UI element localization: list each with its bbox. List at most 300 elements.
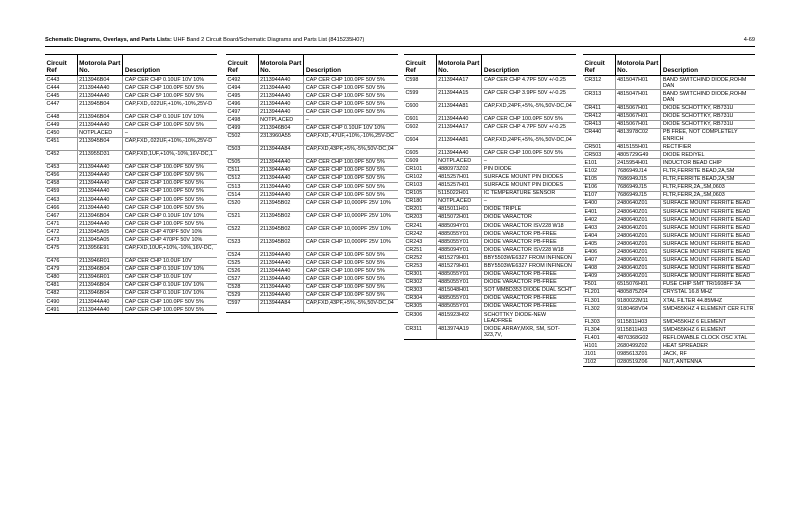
cell-part-number: 4885055Y01 [436,230,482,238]
cell-circuit-ref: E404 [583,232,615,240]
cell-description: CAP CER CHP 100.0PF 50V 5% [304,92,398,100]
table-row [583,334,755,342]
cell-description: – [304,116,398,124]
cell-description: – [482,197,576,205]
cell-circuit-ref: C522 [226,225,258,238]
cell-part-number: 2113944A40 [258,259,304,267]
cell-part-number: 2113944A40 [258,267,304,275]
table-row [404,254,576,262]
cell-part-number: 2113944A17 [436,123,482,136]
cell-circuit-ref: E405 [583,240,615,248]
cell-part-number: 2113944A40 [258,100,304,108]
cell-circuit-ref: E106 [583,183,615,191]
cell-description: PIN DIODE [482,165,576,173]
cell-description: CAP CER CHP 100.0PF 50V 5% [304,108,398,116]
cell-description: RECTIFIER [661,143,755,151]
cell-part-number: 4815048H01 [436,286,482,294]
table-row [404,165,576,173]
cell-circuit-ref: CR301 [404,270,436,278]
cell-part-number: 4815047H01 [615,76,661,90]
cell-description: XTAL FILTER 44.85MHZ [661,296,755,304]
cell-circuit-ref: C604 [404,136,436,149]
table-row [45,265,217,273]
section-title: Schematic Diagrams, Overlays, and Parts Lists: [45,37,172,43]
table-row [583,326,755,334]
cell-circuit-ref: CR304 [404,294,436,302]
cell-description: CAP CER CHP 100.0PF 50V 5% [123,92,217,100]
cell-description: CAP,FXD,10UF,+10%,-10%,16V-DC, [123,244,217,257]
table-row [45,179,217,187]
cell-description: – [123,129,217,137]
page-number: 4-69 [743,37,755,43]
cell-part-number: 4815067H01 [615,120,661,128]
cell-part-number: 4885055Y01 [436,278,482,286]
cell-description: CAP,FXD,.47UF,+10%,-10%,25V-DC [304,132,398,145]
cell-circuit-ref: FL201 [583,288,615,296]
cell-circuit-ref: C502 [226,132,258,145]
cell-description: CAP CER CHP 0.10UF 10V 10% [123,113,217,121]
cell-circuit-ref: C601 [404,115,436,123]
cell-circuit-ref: J101 [583,350,615,358]
cell-part-number: 2480640Z01 [615,232,661,240]
cell-description: SMD455KHZ 6 ELEMENT [661,318,755,326]
cell-circuit-ref: C453 [45,163,77,171]
table-row [45,187,217,195]
cell-part-number: 2113944A15 [436,89,482,102]
cell-description: DIODE VARACTOR PB-FREE [482,270,576,278]
table-row [45,289,217,297]
cell-part-number: 2480640Z01 [615,199,661,207]
cell-circuit-ref: C597 [226,299,258,312]
cell-part-number: 2113946B04 [77,76,123,84]
cell-description: CAP,FXD,.022UF,+10%,-10%,25V-D [123,137,217,150]
cell-part-number: 2113946B04 [77,212,123,220]
cell-description: CAP CER CHP 100.0PF 50V 5% [304,76,398,84]
cell-part-number: 4870368G02 [615,334,661,342]
cell-circuit-ref: C513 [226,182,258,190]
cell-part-number: 2113944A40 [77,84,123,92]
cell-circuit-ref: E406 [583,248,615,256]
col-header-ref: Circuit Ref [404,55,436,76]
cell-circuit-ref: E402 [583,216,615,224]
table-row [226,199,398,212]
cell-part-number: 2113944A40 [77,121,123,129]
parts-column-4 [583,54,755,367]
cell-description: CAP CER CHP 100.0PF 50V 5% [304,283,398,291]
table-row [226,116,398,124]
cell-circuit-ref: FL301 [583,296,615,304]
cell-part-number: 2113945B02 [258,238,304,251]
cell-circuit-ref: CR413 [583,120,615,128]
table-row [226,238,398,251]
cell-part-number: 2480640Z01 [615,240,661,248]
cell-circuit-ref: F501 [583,280,615,288]
table-row [583,224,755,232]
cell-description: CAP CER CHP 100.0PF 50V 5% [304,267,398,275]
cell-circuit-ref: C451 [45,137,77,150]
cell-part-number: NOTPLACED [436,197,482,205]
cell-circuit-ref: CR311 [404,325,436,339]
cell-circuit-ref: CR201 [404,205,436,213]
cell-description: BAND SWITCHIND DIODE,ROHM DAN [661,76,755,90]
cell-part-number: 2480640Z01 [615,272,661,280]
table-header-row [226,55,398,76]
cell-description: CAP,FXD,.022UF,+10%,-10%,25V-D [123,100,217,113]
cell-circuit-ref: CR102 [404,173,436,181]
cell-circuit-ref: J102 [583,358,615,366]
cell-description: REFLOWABLE CLOCK OSC XTAL [661,334,755,342]
cell-circuit-ref: C525 [226,259,258,267]
cell-description: CAP CER CHP 100.0PF 50V 5% [123,297,217,305]
cell-part-number: 4815155H01 [615,143,661,151]
table-row [45,113,217,121]
cell-description: FLTR,FERR,2A,,SM,0603 [661,191,755,199]
cell-description: SOT MMBD353 DIODE DUAL SCHT [482,286,576,294]
cell-part-number: 4885094Y01 [436,221,482,229]
table-row [583,199,755,207]
cell-circuit-ref: C443 [45,76,77,84]
col-header-ref: Circuit Ref [45,55,77,76]
cell-circuit-ref: CR243 [404,238,436,246]
cell-part-number: 2113944A40 [77,179,123,187]
table-row [45,244,217,257]
table-row [583,342,755,350]
table-row [583,264,755,272]
cell-circuit-ref: H101 [583,342,615,350]
cell-part-number: 2113944A40 [77,163,123,171]
table-row [583,272,755,280]
cell-circuit-ref: FL304 [583,326,615,334]
table-row [583,288,755,296]
cell-description: – [482,157,576,165]
table-row [404,136,576,149]
table-row [45,306,217,314]
cell-part-number: 4885055Y01 [436,294,482,302]
table-row [404,213,576,221]
cell-circuit-ref: CR305 [404,302,436,310]
table-row [45,236,217,244]
cell-description: CAP CER CHP 10.0UF 10V [123,273,217,281]
cell-description: CAP CER CHP 470PF 50V 10% [123,228,217,236]
cell-circuit-ref: CR440 [583,128,615,142]
cell-circuit-ref: C475 [45,244,77,257]
cell-circuit-ref: C471 [45,220,77,228]
table-row [404,149,576,157]
table-row [45,163,217,171]
table-row [583,216,755,224]
cell-description: CAP CER CHP 10,000PF 25V 10% [304,238,398,251]
cell-description: CAP CER CHP 100.0PF 50V 5% [123,195,217,203]
cell-part-number: 2113944A40 [77,195,123,203]
table-row [45,281,217,289]
table-row [583,175,755,183]
cell-circuit-ref: C448 [45,113,77,121]
cell-description: DIODE VARACTOR ISV228 W18 [482,221,576,229]
cell-circuit-ref: E107 [583,191,615,199]
cell-part-number: 2415954H01 [615,159,661,167]
table-row [583,358,755,366]
table-row [404,197,576,205]
cell-circuit-ref: CR313 [583,90,615,104]
table-row [404,302,576,310]
table-row [404,230,576,238]
table-row [45,84,217,92]
cell-description: FUSE CHIP SMT TR/1608FF 3A [661,280,755,288]
cell-circuit-ref: E105 [583,175,615,183]
cell-description: BBY5503WE6327 FROM INFINEON [482,262,576,270]
cell-part-number: 2113945B04 [77,137,123,150]
cell-circuit-ref: CR203 [404,213,436,221]
cell-description: CAP,FXD,43PF,+5%,-5%,50V-DC,04 [304,299,398,312]
cell-description: SURFACE MOUNT PIN DIODES [482,173,576,181]
cell-circuit-ref: C479 [45,265,77,273]
table-row [226,92,398,100]
table-row [583,240,755,248]
table-row [226,76,398,84]
cell-part-number: 2113944A40 [77,297,123,305]
cell-circuit-ref: CR411 [583,104,615,112]
cell-circuit-ref: CR105 [404,189,436,197]
cell-description: CAP CER CHP 100.0PF 50V 5% [123,179,217,187]
cell-circuit-ref: C526 [226,267,258,275]
cell-description: CAP CER CHP 470PF 50V 10% [123,236,217,244]
cell-part-number: 2480640Z01 [615,216,661,224]
cell-description: DIODE VARACTOR PB-FREE [482,294,576,302]
cell-circuit-ref: C444 [45,84,77,92]
cell-circuit-ref: C599 [404,89,436,102]
cell-description: DIODE VARACTOR [482,213,576,221]
cell-circuit-ref: C495 [226,92,258,100]
cell-description: CAP CER CHP 100.0PF 50V 5% [304,174,398,182]
table-row [45,92,217,100]
cell-circuit-ref: E408 [583,264,615,272]
cell-circuit-ref: C600 [404,102,436,115]
cell-circuit-ref: CR101 [404,165,436,173]
cell-description: CAP CER CHP 100.0PF 50V 5% [304,100,398,108]
table-row [583,191,755,199]
cell-circuit-ref: C494 [226,84,258,92]
cell-description: SURFACE MOUNT FERRITE BEAD [661,199,755,207]
cell-circuit-ref: CR501 [583,143,615,151]
cell-description: CAP CER CHP 100.0PF 50V 5% [304,166,398,174]
cell-description: SURFACE MOUNT FERRITE BEAD [661,232,755,240]
cell-circuit-ref: C505 [226,158,258,166]
cell-circuit-ref: C503 [226,145,258,158]
cell-description: CAP CER CHP 100.0PF 50V 5% [482,149,576,157]
cell-description: SURFACE MOUNT PIN DIODES [482,181,576,189]
cell-description: DIODE ARRAY,MXR, SM, SOT-323,7V, [482,325,576,339]
cell-description: CAP CER CHP 0.10UF 10V 10% [123,212,217,220]
cell-part-number: 2113944A40 [77,92,123,100]
cell-circuit-ref: C480 [45,273,77,281]
cell-description: PB FREE, NOT COMPLETELY ENRICH [661,128,755,142]
cell-part-number: 4815011H01 [436,205,482,213]
cell-description: CAP CER CHP 10.0UF 10V [123,257,217,265]
cell-part-number: 2113955D31 [77,150,123,163]
table-row [583,183,755,191]
cell-part-number: 5115022H01 [436,189,482,197]
cell-description: NUT, ANTENNA [661,358,755,366]
cell-description: CAP,FXD,43PF,+5%,-5%,50V-DC,04 [304,145,398,158]
table-row [45,297,217,305]
table-row [45,212,217,220]
cell-part-number: 2113944A40 [258,291,304,299]
cell-description: CAP CER CHP 0.10UF 10V 10% [123,289,217,297]
table-row [404,115,576,123]
cell-part-number: 4885055Y01 [436,238,482,246]
cell-circuit-ref: C496 [226,100,258,108]
cell-description: FLTR,FERRITE BEAD,2A,SM [661,167,755,175]
cell-part-number: 4815072H01 [436,213,482,221]
cell-description: SURFACE MOUNT FERRITE BEAD [661,216,755,224]
cell-circuit-ref: CR180 [404,197,436,205]
parts-table [404,54,576,340]
table-row [404,189,576,197]
table-row [404,157,576,165]
cell-part-number: 4815257H01 [436,181,482,189]
cell-description: CAP CER CHP 100.0PF 50V 5% [123,220,217,228]
table-row [404,238,576,246]
table-row [583,76,755,90]
table-row [45,273,217,281]
cell-description: DIODE VARACTOR PB-FREE [482,278,576,286]
cell-part-number: 2113946R01 [77,273,123,281]
cell-description: SMD455KHZ 6 ELEMENT [661,326,755,334]
cell-part-number: 4815923H02 [436,310,482,324]
cell-description: CAP CER CHP 0.10UF 10V 10% [123,281,217,289]
cell-part-number: 2113944A81 [436,102,482,115]
table-row [583,90,755,104]
cell-circuit-ref: C490 [45,297,77,305]
cell-part-number: 4885055Y01 [436,302,482,310]
cell-description: DIODE TRIPLE [482,205,576,213]
page-header [45,35,755,45]
table-row [226,124,398,132]
table-row [45,204,217,212]
cell-part-number: 2113944A40 [258,182,304,190]
cell-circuit-ref: E401 [583,207,615,215]
cell-description: SURFACE MOUNT FERRITE BEAD [661,207,755,215]
cell-part-number: 4805729G49 [615,151,661,159]
col-header-desc: Description [661,55,755,76]
cell-description: CAP CER CHP 100.0PF 50V 5% [304,275,398,283]
table-row [226,259,398,267]
cell-description: DIODE RED/YEL [661,151,755,159]
table-row [45,129,217,137]
cell-circuit-ref: C512 [226,174,258,182]
cell-circuit-ref: C521 [226,212,258,225]
cell-part-number: 9115811H03 [615,318,661,326]
col-header-ref: Circuit Ref [583,55,615,76]
cell-part-number: 2113944A40 [77,220,123,228]
cell-description: DIODE VARACTOR PB-FREE [482,238,576,246]
table-row [583,296,755,304]
cell-part-number: 4815257H01 [436,173,482,181]
cell-part-number: 2113946R01 [77,257,123,265]
table-row [583,120,755,128]
cell-circuit-ref: FL401 [583,334,615,342]
header-rule [45,46,755,47]
table-row [583,207,755,215]
table-row [226,212,398,225]
table-row [583,151,755,159]
table-row [226,275,398,283]
cell-part-number: 2113944A40 [77,171,123,179]
cell-circuit-ref: C466 [45,204,77,212]
cell-circuit-ref: E101 [583,159,615,167]
cell-part-number: 4813978C02 [615,128,661,142]
cell-description: CAP CER CHP 10,000PF 25V 10% [304,212,398,225]
cell-description: SURFACE MOUNT FERRITE BEAD [661,256,755,264]
cell-description: BBY5503WE6327 FROM INFINEON [482,254,576,262]
parts-table [45,54,217,314]
col-header-part: Motorola Part No. [77,55,123,76]
table-row [583,232,755,240]
col-header-desc: Description [482,55,576,76]
cell-circuit-ref: CR412 [583,112,615,120]
table-row [583,350,755,358]
cell-description: CAP,FXD,24PF,+5%,-5%,50V-DC,04 [482,102,576,115]
cell-part-number: 4815279H01 [436,262,482,270]
col-header-desc: Description [123,55,217,76]
cell-part-number: 2113944A40 [258,166,304,174]
table-row [583,167,755,175]
cell-part-number: 4815047H01 [615,90,661,104]
cell-part-number: 4815279H01 [436,254,482,262]
table-row [404,221,576,229]
cell-description: DIODE SCHOTTKY, RB731U [661,120,755,128]
cell-part-number: 2113946B04 [77,289,123,297]
cell-part-number: 2113945B04 [77,100,123,113]
cell-part-number: 2113944A40 [258,158,304,166]
table-row [404,294,576,302]
cell-part-number: 2480640Z01 [615,264,661,272]
table-row [226,108,398,116]
cell-description: SMD455KHZ 4 ELEMENT CER FLTR [661,305,755,318]
cell-circuit-ref: E403 [583,224,615,232]
cell-part-number: 2113946B04 [258,124,304,132]
cell-part-number: 2113944A40 [77,306,123,314]
cell-circuit-ref: E407 [583,256,615,264]
table-row [404,262,576,270]
cell-part-number: 2113945A05 [77,236,123,244]
cell-part-number: 2113944A40 [258,174,304,182]
cell-circuit-ref: E400 [583,199,615,207]
cell-circuit-ref: C529 [226,291,258,299]
cell-circuit-ref: C445 [45,92,77,100]
table-row [404,246,576,254]
table-row [404,286,576,294]
col-header-part: Motorola Part No. [258,55,304,76]
cell-description: SURFACE MOUNT FERRITE BEAD [661,272,755,280]
cell-description: CAP CER CHP 100.0PF 50V 5% [123,187,217,195]
table-row [226,283,398,291]
cell-part-number: 9115811H03 [615,326,661,334]
cell-circuit-ref: C476 [45,257,77,265]
cell-part-number: 2113944A40 [258,275,304,283]
cell-part-number: 2113944A84 [258,299,304,312]
cell-part-number: 2680499Z02 [615,342,661,350]
cell-part-number: 4805875Z04 [615,288,661,296]
cell-part-number: 2113944A40 [77,187,123,195]
cell-circuit-ref: C527 [226,275,258,283]
col-header-part: Motorola Part No. [436,55,482,76]
cell-circuit-ref: E102 [583,167,615,175]
cell-circuit-ref: C472 [45,228,77,236]
cell-description: FLTR,FERR,2A,,SM,0603 [661,183,755,191]
cell-circuit-ref: E409 [583,272,615,280]
table-row [226,84,398,92]
